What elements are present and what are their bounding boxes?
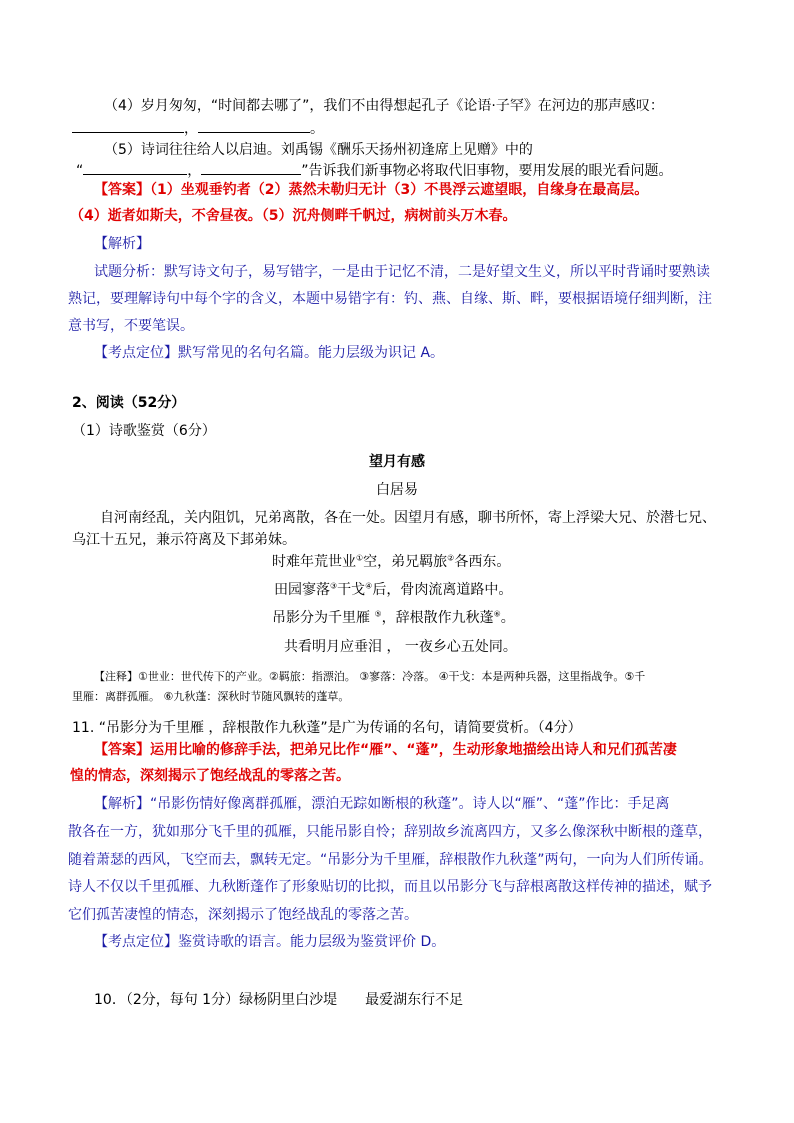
poem-line-4: 共看明月应垂泪 ， 一夜乡心五处同。 <box>284 639 517 655</box>
question-10-answer: 10．（2分，每句 1分）绿杨阴里白沙堤 最爱湖东行不足 <box>94 992 464 1008</box>
poem-author: 白居易 <box>376 482 418 498</box>
notes-line-1: 【注释】①世业：世代传下的产业。②羁旅：指漂泊。 ③寥落：冷落。 ④干戈：本是两种兵器，这里指战争。⑤千 <box>94 670 646 683</box>
notes-line-2: 里雁：离群孤雁。 ⑥九秋蓬：深秋时节随风飘转的蓬草。 <box>72 690 350 703</box>
question-4-blanks: ， 。 <box>72 118 324 139</box>
kaodian-1: 【考点定位】默写常见的名句名篇。能力层级为识记 A。 <box>94 345 445 361</box>
poem-line-1: 时难年荒世业①空，弟兄羁旅②各西东。 <box>272 553 511 570</box>
analysis-1-line-2: 熟记，要理解诗句中每个字的含义，本题中易错字有：钓、燕、自缘、斯、畔，要根据语境仔细判断，注 <box>68 291 712 307</box>
poem-line-2: 田园寥落③干戈④后，骨肉流离道路中。 <box>274 581 513 598</box>
answer-blank <box>201 160 301 175</box>
poem-preface-line-1: 自河南经乱，关内阻饥，兄弟离散，各在一处。因望月有感，聊书所怀，寄上浮梁大兄、於潜七兄、 <box>100 510 716 526</box>
analysis-11-line-3: 随着萧瑟的西风，飞空而去，飘转无定。“吊影分为千里雁，辞根散作九秋蓬”两句，一向为人们所传诵。 <box>68 852 713 868</box>
analysis-11-line-1: 【解析】“吊影伤情好像离群孤雁，漂泊无踪如断根的秋蓬”。诗人以“雁”、“蓬”作比：手足离 <box>94 796 670 812</box>
analysis-11-line-4: 诗人不仅以千里孤雁、九秋断蓬作了形象贴切的比拟，而且以吊影分飞与辞根离散这样传神的描述，赋予 <box>68 879 712 895</box>
section-2-title: 2、阅读（52分） <box>72 395 186 411</box>
answer-blank <box>72 118 184 133</box>
poem-preface-line-2: 乌江十五兄，兼示符离及下邽弟妹。 <box>72 532 296 548</box>
poem-title: 望月有感 <box>369 454 425 470</box>
analysis-11-line-5: 它们孤苦凄惶的情态，深刻揭示了饱经战乱的零落之苦。 <box>68 907 418 923</box>
question-5-blanks: “ ， ”告诉我们新事物必将取代旧事物，要用发展的眼光看问题。 <box>76 160 673 181</box>
question-11-text: 11. “吊影分为千里雁 ，辞根散作九秋蓬”是广为传诵的名句，请简要赏析。（4分） <box>72 720 582 736</box>
question-4-text: （4）岁月匆匆，“时间都去哪了”，我们不由得想起孔子《论语·子罕》在河边的那声感叹： <box>104 98 664 114</box>
analysis-1-label: 【解析】 <box>94 236 150 252</box>
answer-11-line-1: 【答案】运用比喻的修辞手法，把弟兄比作“雁”、“蓬”，生动形象地描绘出诗人和兄们孤苦凄 <box>94 742 677 758</box>
answer-11-line-2: 惶的情态，深刻揭示了饱经战乱的零落之苦。 <box>70 768 350 784</box>
analysis-1-line-3: 意书写，不要笔误。 <box>68 318 194 334</box>
answer-1-line-1: 【答案】（1）坐观垂钓者（2）蒸然未勒归无计（3）不畏浮云遮望眼，自缘身在最高层。 <box>94 182 649 198</box>
answer-blank <box>83 160 187 175</box>
analysis-1-line-1: 试题分析：默写诗文句子，易写错字，一是由于记忆不清，二是好望文生义，所以平时背诵时要熟读 <box>94 264 710 280</box>
answer-blank <box>198 118 310 133</box>
analysis-11-line-2: 散各在一方，犹如那分飞千里的孤雁，只能吊影自怜；辞别故乡流离四方，又多么像深秋中断根的蓬草， <box>68 824 712 840</box>
kaodian-11: 【考点定位】鉴赏诗歌的语言。能力层级为鉴赏评价 D。 <box>94 934 446 950</box>
poem-line-3: 吊影分为千里雁 ⑤，辞根散作九秋蓬⑥。 <box>272 609 515 626</box>
section-2-subtitle: （1）诗歌鉴赏（6分） <box>72 423 216 439</box>
answer-1-line-2: （4）逝者如斯夫，不舍昼夜。（5）沉舟侧畔千帆过，病树前头万木春。 <box>70 208 517 224</box>
question-5-text: （5）诗词往往给人以启迪。刘禹锡《酬乐天扬州初逢席上见赠》中的 <box>104 142 533 158</box>
